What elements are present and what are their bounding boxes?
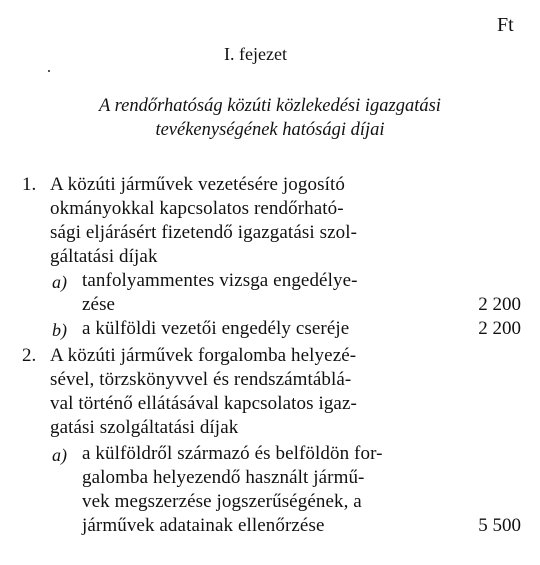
fee-amount: 5 500	[478, 515, 521, 536]
item-text-line: sági eljárásért fizetendő igazgatási szol-	[50, 222, 358, 243]
item-text-line: A közúti járművek vezetésére jogosító	[50, 174, 345, 195]
subitem-text-line: tanfolyammentes vizsga engedélye-	[82, 270, 358, 291]
speck-mark	[48, 70, 50, 72]
item-number: 2.	[22, 345, 37, 366]
fee-amount: 2 200	[478, 294, 521, 315]
item-text-line: sével, törzskönyvvel és rendszámtáblá-	[50, 369, 352, 390]
subitem-text-line: vek megszerzése jogszerűségének, a	[82, 491, 362, 512]
subitem-letter: b)	[52, 320, 67, 340]
item-text-line: okmányokkal kapcsolatos rendőrható-	[50, 198, 344, 219]
section-subtitle-line-2: tevékenységének hatósági díjai	[155, 120, 385, 140]
subitem-text-line: zése	[82, 294, 116, 315]
item-text-line: A közúti járművek forgalomba helyezé-	[50, 345, 357, 366]
section-subtitle-line-1: A rendőrhatóság közúti közlekedési igazgatási	[99, 96, 441, 116]
subitem-letter: a)	[52, 272, 67, 292]
subitem-text-line: galomba helyezendő használt jármű-	[82, 467, 365, 488]
item-text-line: val történő ellátásával kapcsolatos igaz-	[50, 393, 357, 414]
subitem-letter: a)	[52, 445, 67, 465]
subitem-text-line: a külföldről származó és belföldön for-	[82, 443, 383, 464]
chapter-title: I. fejezet	[224, 44, 287, 64]
item-number: 1.	[22, 174, 37, 195]
fee-amount: 2 200	[478, 318, 521, 339]
item-text-line: gatási szolgáltatási díjak	[50, 417, 239, 438]
subitem-text-line: a külföldi vezetői engedély cseréje	[82, 318, 350, 339]
currency-label: Ft	[497, 14, 514, 36]
subitem-text-line: járművek adatainak ellenőrzése	[82, 515, 325, 536]
item-text-line: gáltatási díjak	[50, 246, 158, 267]
